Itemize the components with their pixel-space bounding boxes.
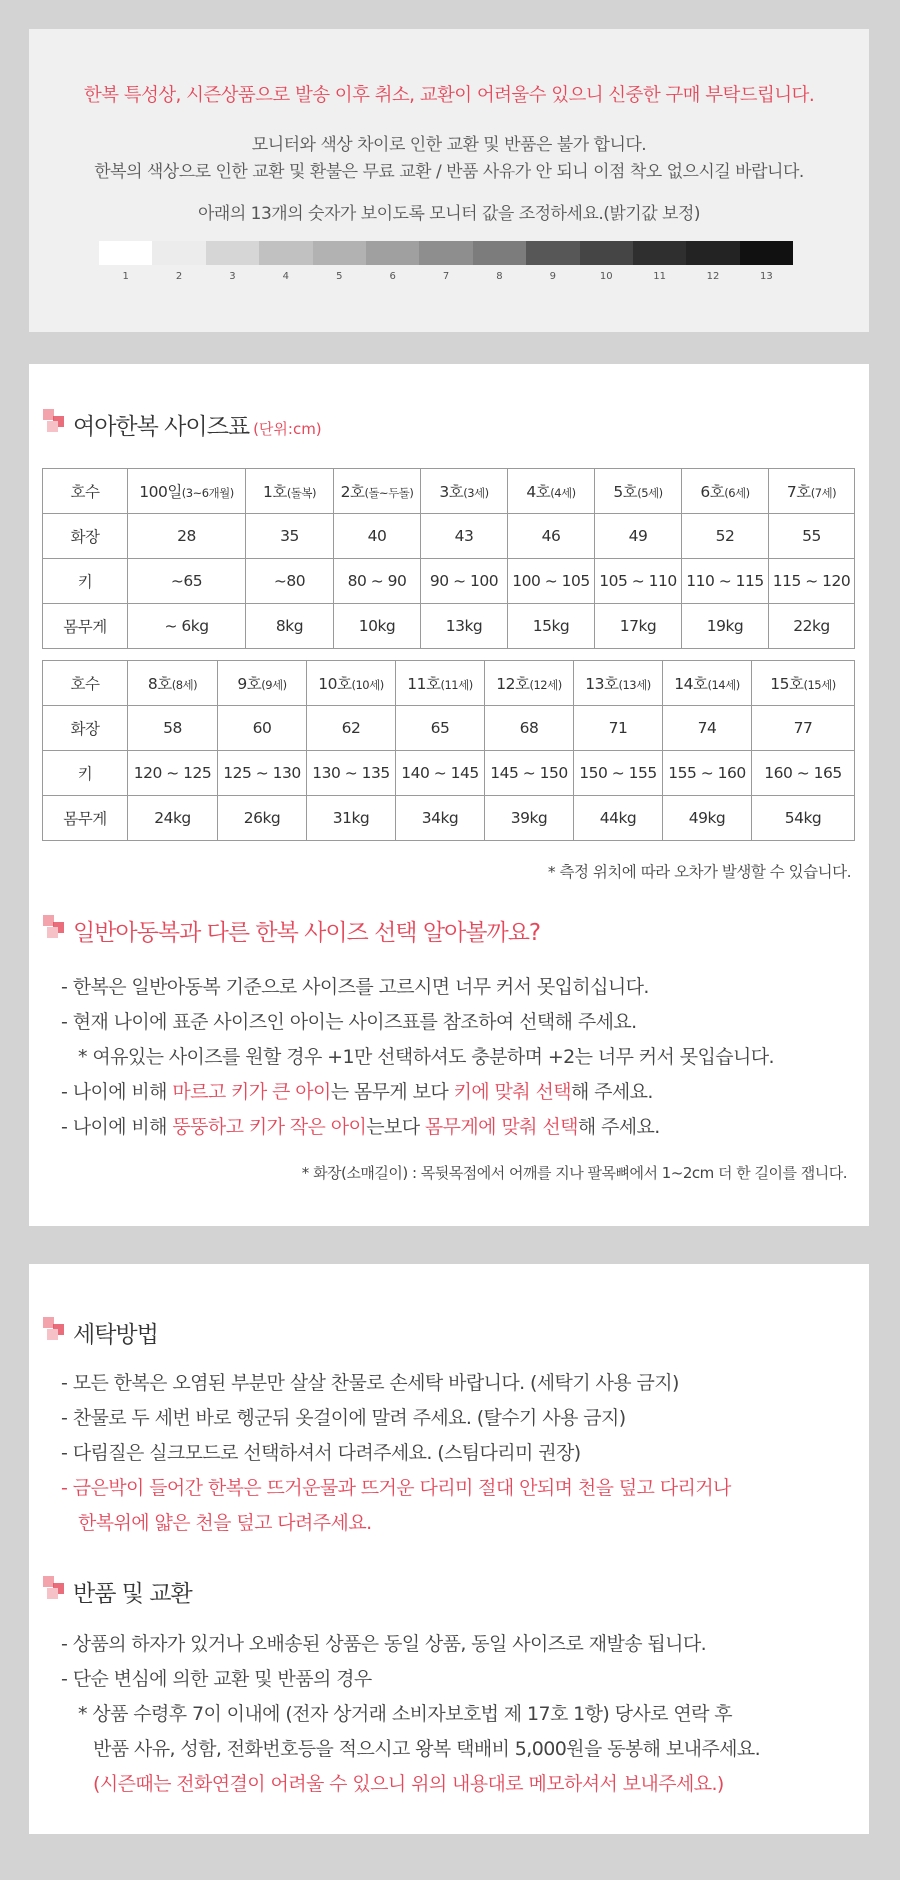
size-age: (11세) — [440, 678, 473, 692]
row-label: 화장 — [43, 514, 128, 559]
return-title: 반품 및 교환 — [73, 1581, 192, 1607]
size-number: 7호 — [786, 483, 811, 501]
table-cell: 130 ~ 135 — [307, 751, 396, 796]
grayscale-swatch — [99, 241, 152, 265]
table-cell: 60 — [218, 706, 307, 751]
return-line-5: (시즌때는 전화연결이 어려울 수 있으니 위의 내용대로 메모하셔서 보내주세요.) — [93, 1773, 724, 1795]
size-number: 2호 — [340, 483, 365, 501]
size-section — [29, 364, 869, 1226]
grayscale-label: 10 — [599, 271, 613, 282]
table-cell: 43 — [421, 514, 508, 559]
table-cell — [396, 661, 485, 706]
table-cell: 160 ~ 165 — [752, 751, 855, 796]
table-cell: 15kg — [508, 604, 595, 649]
table-cell: 24kg — [128, 796, 218, 841]
size-age: (돌복) — [286, 486, 317, 500]
wash-line-2: - 찬물로 두 세번 바로 헹군뒤 옷걸이에 말려 주세요. (탈수기 사용 금지) — [61, 1407, 626, 1429]
table-cell — [682, 469, 769, 514]
section-mark-icon — [43, 915, 69, 941]
wash-heading — [43, 1310, 158, 1348]
size-age: (12세) — [529, 678, 562, 692]
table-cell — [485, 661, 574, 706]
table-cell: ~80 — [246, 559, 334, 604]
size-number: 3호 — [439, 483, 464, 501]
return-line-3: * 상품 수령후 7이 이내에 (전자 상거래 소비자보호법 제 17호 1항) 당사로 연락 후 — [78, 1703, 733, 1725]
table-cell: ~ 6kg — [128, 604, 246, 649]
guide-heading — [43, 908, 541, 946]
grayscale-label: 8 — [496, 271, 503, 282]
table-cell: 55 — [769, 514, 855, 559]
table-cell: 49kg — [663, 796, 752, 841]
table-cell: 74 — [663, 706, 752, 751]
grayscale-label: 4 — [282, 271, 290, 282]
grayscale-swatch — [366, 241, 419, 265]
table-cell — [663, 661, 752, 706]
table-cell: 71 — [574, 706, 663, 751]
size-number: 5호 — [613, 483, 638, 501]
grayscale-swatch — [473, 241, 526, 265]
guide-title: 일반아동복과 다른 한복 사이즈 선택 알아볼까요? — [73, 920, 541, 946]
grayscale-swatch — [580, 241, 633, 265]
grayscale-swatch — [206, 241, 259, 265]
size-number: 4호 — [526, 483, 551, 501]
guide-line-3: * 여유있는 사이즈를 원할 경우 +1만 선택하셔도 충분하며 +2는 너무 커서 못입습니다. — [78, 1046, 774, 1068]
size-age: (6세) — [724, 486, 750, 500]
grayscale-swatch — [259, 241, 312, 265]
row-label: 키 — [43, 751, 128, 796]
row-label: 몸무게 — [43, 604, 128, 649]
size-number: 12호 — [496, 675, 530, 693]
table-cell — [246, 469, 334, 514]
size-number: 15호 — [770, 675, 804, 693]
monitor-notice: 모니터와 색상 차이로 인한 교환 및 반품은 불가 합니다. — [251, 135, 647, 155]
table-cell: 44kg — [574, 796, 663, 841]
table-cell: 49 — [595, 514, 682, 559]
table-cell: 35 — [246, 514, 334, 559]
grayscale-label: 2 — [175, 271, 183, 282]
guide-highlight: 마르고 키가 큰 아이 — [172, 1081, 331, 1103]
size-title: 여아한복 사이즈표 — [73, 414, 250, 440]
grayscale-swatch — [419, 241, 472, 265]
guide-text: 해 주세요. — [577, 1116, 660, 1138]
grayscale-swatch — [526, 241, 579, 265]
hwajang-row — [43, 706, 855, 751]
size-row — [43, 661, 855, 706]
calibration-notice: 아래의 13개의 숫자가 보이도록 모니터 값을 조정하세요.(밝기값 보정) — [197, 204, 701, 224]
guide-text: - 나이에 비해 — [61, 1116, 173, 1138]
table-cell: 31kg — [307, 796, 396, 841]
section-mark-icon — [43, 409, 69, 435]
guide-highlight: 뚱뚱하고 키가 작은 아이 — [172, 1116, 367, 1138]
grayscale-label: 12 — [706, 271, 720, 282]
wash-line-1: - 모든 한복은 오염된 부분만 살살 찬물로 손세탁 바랍니다. (세탁기 사용 금지) — [61, 1372, 679, 1394]
table-cell — [574, 661, 663, 706]
size-number: 6호 — [700, 483, 725, 501]
table-cell — [595, 469, 682, 514]
measure-note: * 측정 위치에 따라 오차가 발생할 수 있습니다. — [547, 863, 851, 881]
row-label: 호수 — [43, 469, 128, 514]
grayscale-swatch — [740, 241, 793, 265]
size-age: (8세) — [171, 678, 198, 692]
table-cell: 115 ~ 120 — [769, 559, 855, 604]
table-cell: 13kg — [421, 604, 508, 649]
table-cell: 34kg — [396, 796, 485, 841]
size-row — [43, 469, 855, 514]
table-cell: 110 ~ 115 — [682, 559, 769, 604]
size-age: (14세) — [707, 678, 740, 692]
table-cell: 140 ~ 145 — [396, 751, 485, 796]
grayscale-swatch — [313, 241, 366, 265]
size-age: (돌~두돌) — [364, 486, 414, 500]
table-cell — [307, 661, 396, 706]
table-cell — [334, 469, 421, 514]
size-number: 13호 — [585, 675, 619, 693]
row-label: 키 — [43, 559, 128, 604]
grayscale-label: 11 — [653, 271, 666, 282]
row-label: 호수 — [43, 661, 128, 706]
grayscale-swatch — [633, 241, 686, 265]
table-cell: 65 — [396, 706, 485, 751]
size-age: (13세) — [618, 678, 651, 692]
table-cell: 120 ~ 125 — [128, 751, 218, 796]
table-cell: 145 ~ 150 — [485, 751, 574, 796]
table-cell: 54kg — [752, 796, 855, 841]
table-cell: 58 — [128, 706, 218, 751]
return-line-1: - 상품의 하자가 있거나 오배송된 상품은 동일 상품, 동일 사이즈로 재발송 됩니다. — [61, 1633, 707, 1655]
table-cell: 62 — [307, 706, 396, 751]
grayscale-labels — [99, 271, 793, 282]
table-cell — [128, 469, 246, 514]
row-label: 화장 — [43, 706, 128, 751]
guide-line-2: - 현재 나이에 표준 사이즈인 아이는 사이즈표를 참조하여 선택해 주세요. — [61, 1011, 637, 1033]
table-cell: 77 — [752, 706, 855, 751]
wash-line-3: - 다림질은 실크모드로 선택하셔서 다려주세요. (스팀다리미 권장) — [61, 1442, 581, 1464]
guide-text: 는보다 — [366, 1116, 425, 1138]
size-age: (10세) — [351, 678, 384, 692]
table-cell: 68 — [485, 706, 574, 751]
grayscale-label: 13 — [760, 271, 773, 282]
weight-row — [43, 604, 855, 649]
size-number: 10호 — [318, 675, 352, 693]
table-cell: 52 — [682, 514, 769, 559]
guide-line-5 — [61, 1112, 660, 1139]
size-number: 14호 — [674, 675, 708, 693]
table-cell: ~65 — [128, 559, 246, 604]
table-cell — [218, 661, 307, 706]
grayscale-swatch — [686, 241, 739, 265]
size-number: 11호 — [407, 675, 441, 693]
hwajang-note: * 화장(소매길이) : 목뒷목점에서 어깨를 지나 팔목뼈에서 1~2cm 더 한 길이를 잽니다. — [301, 1164, 847, 1182]
size-number: 9호 — [237, 675, 262, 693]
guide-line-1: - 한복은 일반아동복 기준으로 사이즈를 고르시면 너무 커서 못입히십니다. — [61, 976, 649, 998]
notice-panel — [29, 29, 869, 332]
hwajang-row — [43, 514, 855, 559]
guide-line-4 — [61, 1077, 653, 1104]
table-cell — [752, 661, 855, 706]
table-cell: 8kg — [246, 604, 334, 649]
table-cell — [769, 469, 855, 514]
table-cell: 39kg — [485, 796, 574, 841]
wash-title: 세탁방법 — [73, 1322, 158, 1348]
table-cell: 155 ~ 160 — [663, 751, 752, 796]
return-heading — [43, 1569, 192, 1607]
table-cell: 100 ~ 105 — [508, 559, 595, 604]
size-number: 1호 — [262, 483, 287, 501]
size-number: 8호 — [147, 675, 172, 693]
weight-row — [43, 796, 855, 841]
size-age: (3~6개월) — [181, 486, 234, 500]
section-mark-icon — [43, 1317, 69, 1343]
grayscale-label: 5 — [336, 271, 343, 282]
table-cell: 105 ~ 110 — [595, 559, 682, 604]
size-number: 100일 — [139, 483, 182, 501]
size-age: (3세) — [463, 486, 489, 500]
table-cell: 10kg — [334, 604, 421, 649]
table-cell: 22kg — [769, 604, 855, 649]
guide-highlight: 몸무게에 맞춰 선택 — [424, 1116, 578, 1138]
size-age: (9세) — [261, 678, 287, 692]
size-age: (7세) — [810, 486, 837, 500]
grayscale-label: 9 — [549, 271, 556, 282]
row-label: 몸무게 — [43, 796, 128, 841]
grayscale-label: 7 — [442, 271, 450, 282]
grayscale-label: 6 — [389, 271, 396, 282]
table-cell: 26kg — [218, 796, 307, 841]
table-cell: 125 ~ 130 — [218, 751, 307, 796]
wash-line-4: - 금은박이 들어간 한복은 뜨거운물과 뜨거운 다리미 절대 안되며 천을 덮고 다리거나 — [61, 1477, 731, 1499]
table-cell: 46 — [508, 514, 595, 559]
height-row — [43, 751, 855, 796]
purchase-warning: 한복 특성상, 시즌상품으로 발송 이후 취소, 교환이 어려울수 있으니 신중한 구매 부탁드립니다. — [83, 85, 815, 106]
table-cell: 90 ~ 100 — [421, 559, 508, 604]
size-table-2 — [42, 660, 855, 841]
table-cell: 40 — [334, 514, 421, 559]
table-cell: 28 — [128, 514, 246, 559]
guide-text: 해 주세요. — [570, 1081, 653, 1103]
size-heading — [43, 402, 322, 440]
table-cell — [421, 469, 508, 514]
size-age: (5세) — [637, 486, 663, 500]
grayscale-swatch — [152, 241, 205, 265]
guide-text: 는 몸무게 보다 — [330, 1081, 454, 1103]
size-age: (15세) — [803, 678, 836, 692]
wash-line-5: 한복위에 얇은 천을 덮고 다려주세요. — [78, 1512, 372, 1534]
return-line-4: 반품 사유, 성함, 전화번호등을 적으시고 왕복 택배비 5,000원을 동봉해 보내주세요. — [93, 1738, 761, 1760]
section-mark-icon — [43, 1576, 69, 1602]
guide-highlight: 키에 맞춰 선택 — [453, 1081, 571, 1103]
table-cell — [508, 469, 595, 514]
color-notice: 한복의 색상으로 인한 교환 및 환불은 무료 교환 / 반품 사유가 안 되니 이점 착오 없으시길 바랍니다. — [94, 162, 804, 182]
table-cell: 17kg — [595, 604, 682, 649]
table-cell: 150 ~ 155 — [574, 751, 663, 796]
grayscale-label: 3 — [229, 271, 236, 282]
table-cell: 19kg — [682, 604, 769, 649]
grayscale-label: 1 — [122, 271, 129, 282]
table-cell — [128, 661, 218, 706]
return-line-2: - 단순 변심에 의한 교환 및 반품의 경우 — [61, 1668, 372, 1690]
size-unit: (단위:cm) — [253, 420, 322, 438]
size-table-1 — [42, 468, 855, 649]
table-cell: 80 ~ 90 — [334, 559, 421, 604]
size-age: (4세) — [550, 486, 576, 500]
height-row — [43, 559, 855, 604]
guide-text: - 나이에 비해 — [61, 1081, 173, 1103]
care-section — [29, 1264, 869, 1834]
grayscale-bar — [99, 241, 793, 265]
